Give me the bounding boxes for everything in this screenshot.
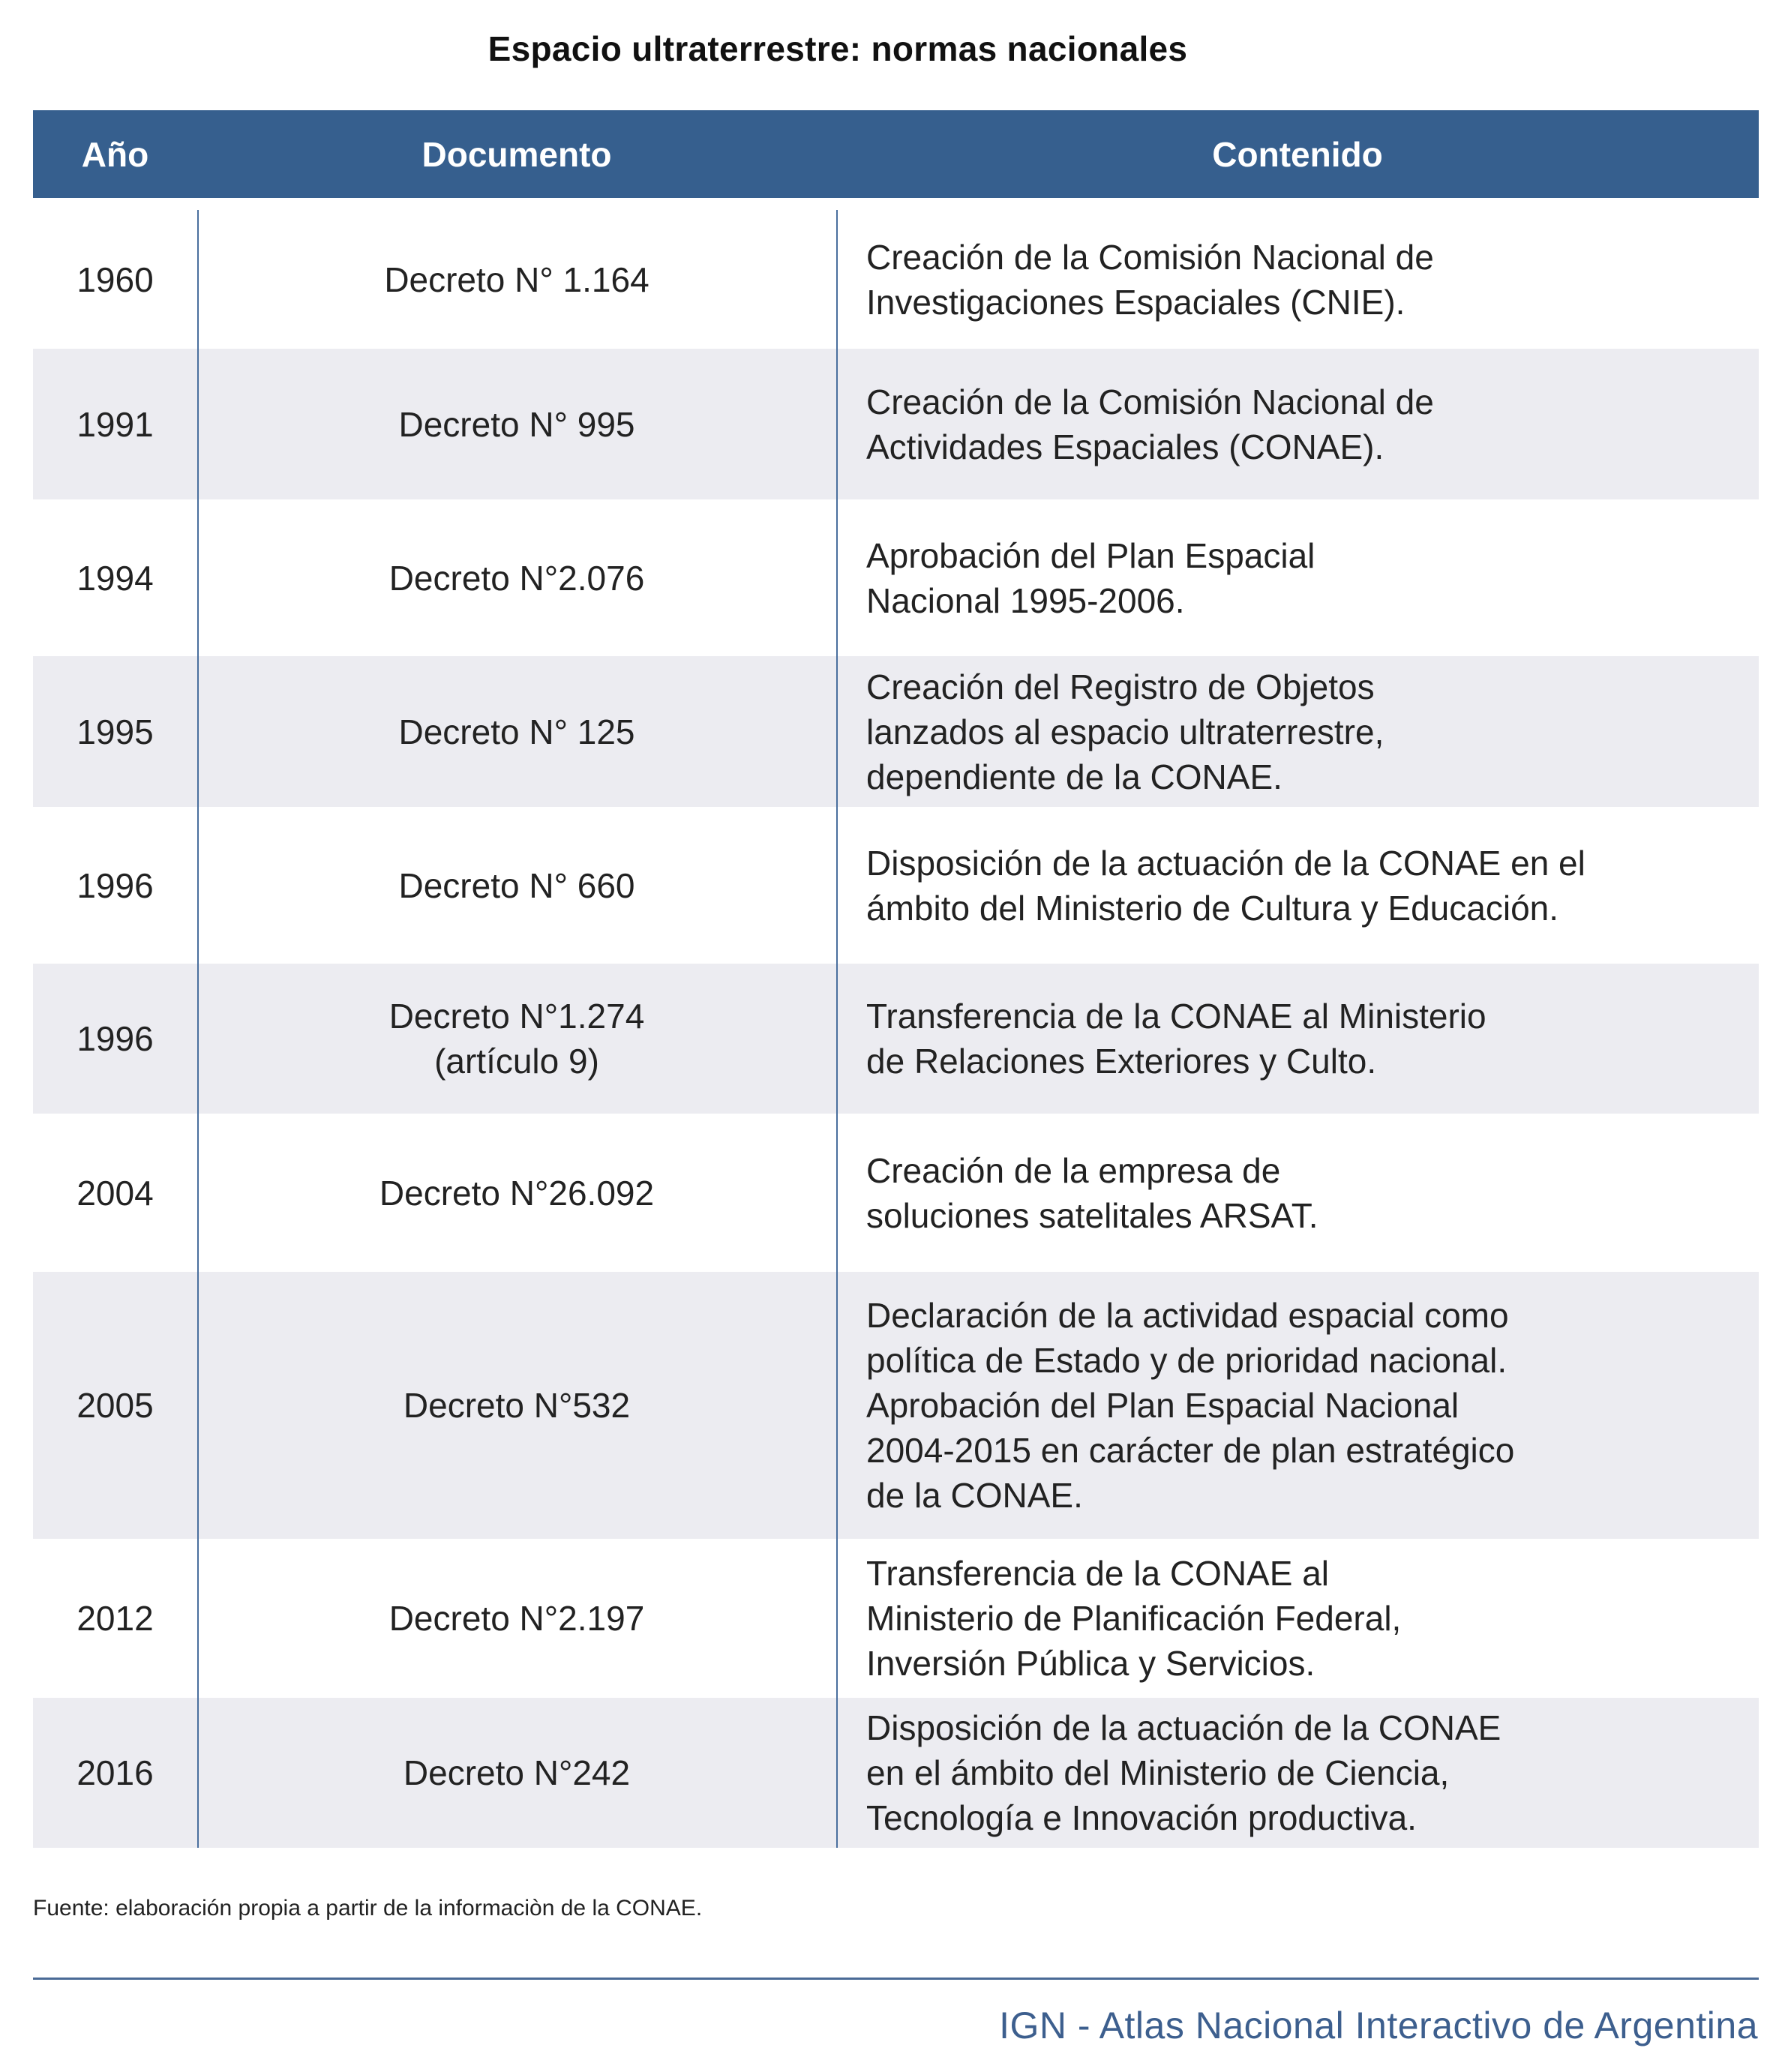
table-row	[33, 1114, 1759, 1272]
cell-document: Decreto N°26.092	[379, 1173, 655, 1213]
page-title: Espacio ultraterrestre: normas nacionales	[488, 29, 1188, 68]
cell-document: Decreto N°2.076	[388, 558, 645, 598]
header-document: Documento	[422, 134, 612, 174]
column-divider-document	[836, 210, 838, 1848]
cell-year: 1996	[76, 1019, 154, 1058]
table-row	[33, 349, 1759, 499]
table-row	[33, 1272, 1759, 1539]
cell-document: Decreto N°532	[403, 1386, 631, 1425]
table-row	[33, 964, 1759, 1114]
cell-content: Disposición de la actuación de la CONAE en el ámbito del Ministerio de Cultura y Educación.	[866, 843, 1586, 928]
header-year: Año	[81, 134, 149, 174]
header-content: Contenido	[1212, 134, 1383, 174]
cell-document: Decreto N°2.197	[388, 1599, 645, 1638]
cell-year: 2012	[76, 1599, 154, 1638]
cell-document: Decreto N° 1.164	[384, 259, 650, 299]
cell-year: 1991	[76, 404, 154, 444]
cell-document: Decreto N°242	[403, 1753, 631, 1792]
cell-content: Creación de la Comisión Nacional de Actividades Espaciales (CONAE).	[866, 382, 1434, 466]
table-row	[33, 1539, 1759, 1698]
table-row	[33, 1698, 1759, 1848]
cell-document: Decreto N° 660	[398, 865, 635, 905]
cell-document: Decreto N° 125	[398, 712, 635, 751]
table-header-row	[33, 110, 1759, 198]
cell-content: Transferencia de la CONAE al Ministerio de Planificación Federal, Inversión Pública y Servicios.	[866, 1554, 1402, 1683]
footer-divider	[33, 1978, 1759, 1980]
cell-year: 1995	[76, 712, 154, 751]
table-body	[33, 210, 1759, 1848]
cell-year: 2004	[76, 1173, 154, 1213]
cell-year: 1960	[76, 259, 154, 299]
cell-year: 2005	[76, 1386, 154, 1425]
table-row	[33, 807, 1759, 964]
cell-document: Decreto N°1.274 (artículo 9)	[388, 997, 645, 1081]
cell-content: Transferencia de la CONAE al Ministerio de Relaciones Exteriores y Culto.	[866, 997, 1486, 1081]
column-divider-year	[197, 210, 199, 1848]
cell-document: Decreto N° 995	[398, 404, 635, 444]
cell-content: Disposición de la actuación de la CONAE en el ámbito del Ministerio de Ciencia, Tecnología e Innovación productiva.	[866, 1708, 1502, 1837]
cell-content: Creación de la Comisión Nacional de Investigaciones Espaciales (CNIE).	[866, 237, 1434, 322]
source-note: Fuente: elaboración propia a partir de la informaciòn de la CONAE.	[33, 1896, 703, 1921]
table-row	[33, 656, 1759, 807]
cell-content: Creación del Registro de Objetos lanzados al espacio ultraterrestre, dependiente de la CONAE.	[866, 667, 1384, 796]
table-row	[33, 210, 1759, 349]
cell-year: 1994	[76, 558, 154, 598]
footer-brand: IGN - Atlas Nacional Interactivo de Argentina	[999, 2005, 1758, 2047]
cell-content: Creación de la empresa de soluciones satelitales ARSAT.	[866, 1150, 1318, 1235]
cell-year: 2016	[76, 1753, 154, 1792]
cell-year: 1996	[76, 865, 154, 905]
cell-content: Aprobación del Plan Espacial Nacional 1995-2006.	[866, 535, 1316, 620]
cell-content: Declaración de la actividad espacial como política de Estado y de prioridad nacional. Aprobación del Plan Espacial Nacional 2004-2015 en carácter de plan estratégico de la CONAE.	[866, 1296, 1515, 1515]
table-row	[33, 499, 1759, 656]
norms-table	[33, 110, 1759, 1848]
